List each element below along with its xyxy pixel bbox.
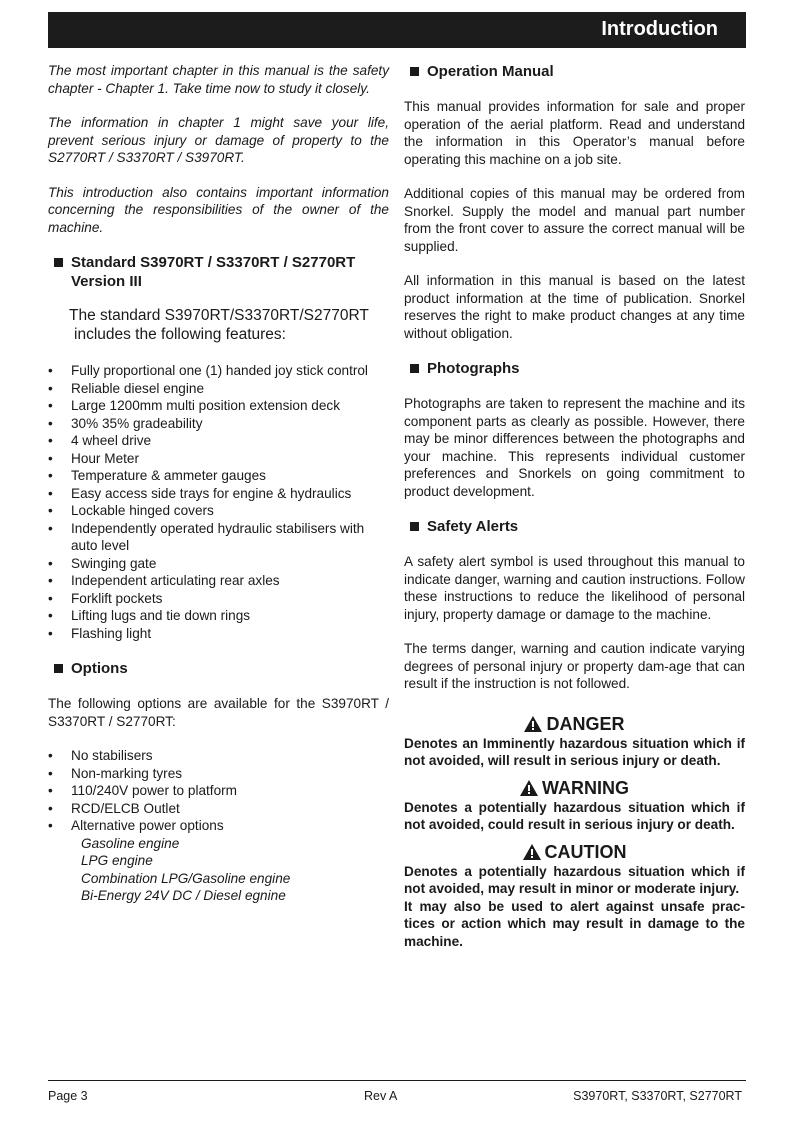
operation-manual-heading: Operation Manual: [410, 62, 745, 81]
footer-divider: [48, 1080, 746, 1081]
bullet-icon: •: [48, 590, 53, 606]
list-item: • Flashing light: [48, 625, 152, 641]
bullet-icon: •: [48, 398, 53, 413]
body-paragraph: Photographs are taken to represent the machine and its component parts as clearly as possible. However, there may be minor differences between the photographs and your machine. This represents individual customer preferences and Snorkels on going commitment to product development.: [404, 396, 745, 499]
list-item: • Lifting lugs and tie down rings: [48, 608, 251, 623]
options-list: [48, 747, 389, 835]
photographs-heading: Photographs: [410, 359, 745, 378]
page-header-banner: [48, 12, 746, 48]
list-item: LPG engine: [81, 853, 153, 868]
list-item: • 30% 35% gradeability: [48, 415, 203, 431]
square-bullet-icon: [54, 258, 63, 267]
bullet-icon: •: [48, 468, 53, 483]
bullet-icon: •: [48, 800, 53, 816]
list-item: • 4 wheel drive: [48, 433, 152, 448]
bullet-icon: •: [48, 555, 53, 571]
square-bullet-icon: [410, 364, 419, 373]
intro-paragraph: The information in chapter 1 might save your life, prevent serious injury or damage of property to the S2770RT / S3370RT / S3970RT.: [48, 115, 389, 165]
list-item: • Non-marking tyres: [48, 765, 183, 781]
square-bullet-icon: [54, 664, 63, 673]
list-item: • Temperature & ammeter gauges: [48, 468, 266, 483]
list-item: • Independently operated hydraulic stabilisers with auto level: [48, 520, 365, 553]
warning-alert-text: Denotes a potentially hazardous situation which if not avoided, could result in serious injury or death.: [404, 799, 745, 832]
bullet-icon: •: [48, 608, 53, 623]
bullet-icon: •: [48, 485, 53, 501]
intro-paragraph: The most important chapter in this manual is the safety chapter - Chapter 1. Take time now to study it closely.: [48, 63, 389, 96]
options-heading: Options: [54, 659, 389, 678]
bullet-icon: •: [48, 818, 53, 833]
list-item: • 110/240V power to platform: [48, 783, 237, 798]
square-bullet-icon: [410, 67, 419, 76]
revision-label: Rev A: [364, 1089, 398, 1103]
warning-triangle-icon: [520, 780, 538, 796]
list-item: • Independent articulating rear axles: [48, 573, 280, 588]
bullet-icon: •: [48, 415, 53, 431]
danger-alert-title: DANGER: [404, 713, 745, 735]
safety-alerts-heading: Safety Alerts: [410, 517, 745, 536]
model-numbers: S3970RT, S3370RT, S2770RT: [573, 1089, 742, 1103]
bullet-icon: •: [48, 503, 53, 518]
list-item: • Large 1200mm multi position extension deck: [48, 398, 341, 413]
list-item: • Alternative power options: [48, 818, 224, 833]
intro-paragraph: This introduction also contains important information concerning the responsibilities of the owner of the machine.: [48, 184, 389, 235]
square-bullet-icon: [410, 522, 419, 531]
bullet-icon: •: [48, 380, 53, 396]
bullet-icon: •: [48, 748, 53, 763]
body-paragraph: This manual provides information for sale and proper operation of the aerial platform. Read and understand the information in this Operator’s manual before operating this machine on a job site.: [404, 99, 745, 167]
page-title: Introduction: [601, 18, 718, 40]
bullet-icon: •: [48, 450, 53, 466]
body-paragraph: The terms danger, warning and caution indicate varying degrees of personal injury or property dam-age that can result if the instruction is not followed.: [404, 641, 745, 691]
warning-alert-title: WARNING: [404, 777, 745, 799]
list-item: • Reliable diesel engine: [48, 380, 205, 396]
list-item: Bi-Energy 24V DC / Diesel egnine: [81, 888, 286, 903]
body-paragraph: Additional copies of this manual may be ordered from Snorkel. Supply the model and manual part number from the front cover to assure the correct manual will be supplied.: [404, 186, 745, 254]
caution-alert-text-2: It may also be used to alert against unsafe prac-tices or action which may result in damage to the machine.: [404, 898, 745, 949]
body-paragraph: A safety alert symbol is used throughout this manual to indicate danger, warning and caution instructions. Follow these instructions to reduce the likelihood of personal injury, property damage or damage to the machine.: [404, 554, 745, 622]
bullet-icon: •: [48, 363, 53, 378]
list-item: • Easy access side trays for engine & hydraulics: [48, 485, 352, 501]
features-list: [48, 362, 389, 642]
list-item: Combination LPG/Gasoline engine: [81, 870, 291, 886]
left-column: [48, 62, 389, 905]
list-item: Gasoline engine: [81, 835, 180, 851]
list-item: • RCD/ELCB Outlet: [48, 800, 180, 816]
danger-alert-text: Denotes an Imminently hazardous situation which if not avoided, will result in serious injury or death.: [404, 735, 745, 768]
standard-version-heading: Standard S3970RT / S3370RT / S2770RT Version III: [54, 253, 389, 291]
list-item: • Hour Meter: [48, 450, 139, 466]
caution-alert-text: Denotes a potentially hazardous situation which if not avoided, may result in minor or moderate injury.: [404, 863, 745, 896]
page-number: Page 3: [48, 1089, 88, 1103]
right-column: [404, 62, 745, 950]
bullet-icon: •: [48, 783, 53, 798]
bullet-icon: •: [48, 765, 53, 781]
warning-triangle-icon: [523, 844, 541, 860]
bullet-icon: •: [48, 625, 53, 641]
bullet-icon: •: [48, 433, 53, 448]
options-intro: The following options are available for the S3970RT / S3370RT / S2770RT:: [48, 696, 389, 729]
caution-alert-title: CAUTION: [404, 841, 745, 863]
features-intro: The standard S3970RT/S3370RT/S2770RT includes the following features:: [69, 307, 369, 343]
list-item: • Forklift pockets: [48, 590, 163, 606]
list-item: • Swinging gate: [48, 555, 157, 571]
bullet-icon: •: [48, 520, 53, 536]
list-item: • No stabilisers: [48, 748, 153, 763]
body-paragraph: All information in this manual is based on the latest product information at the time of publication. Snorkel reserves the right to make product changes at any time without obligation.: [404, 273, 745, 341]
bullet-icon: •: [48, 573, 53, 588]
list-item: • Fully proportional one (1) handed joy stick control: [48, 363, 368, 378]
power-options-list: [48, 835, 389, 905]
warning-triangle-icon: [524, 716, 542, 732]
list-item: • Lockable hinged covers: [48, 503, 214, 518]
